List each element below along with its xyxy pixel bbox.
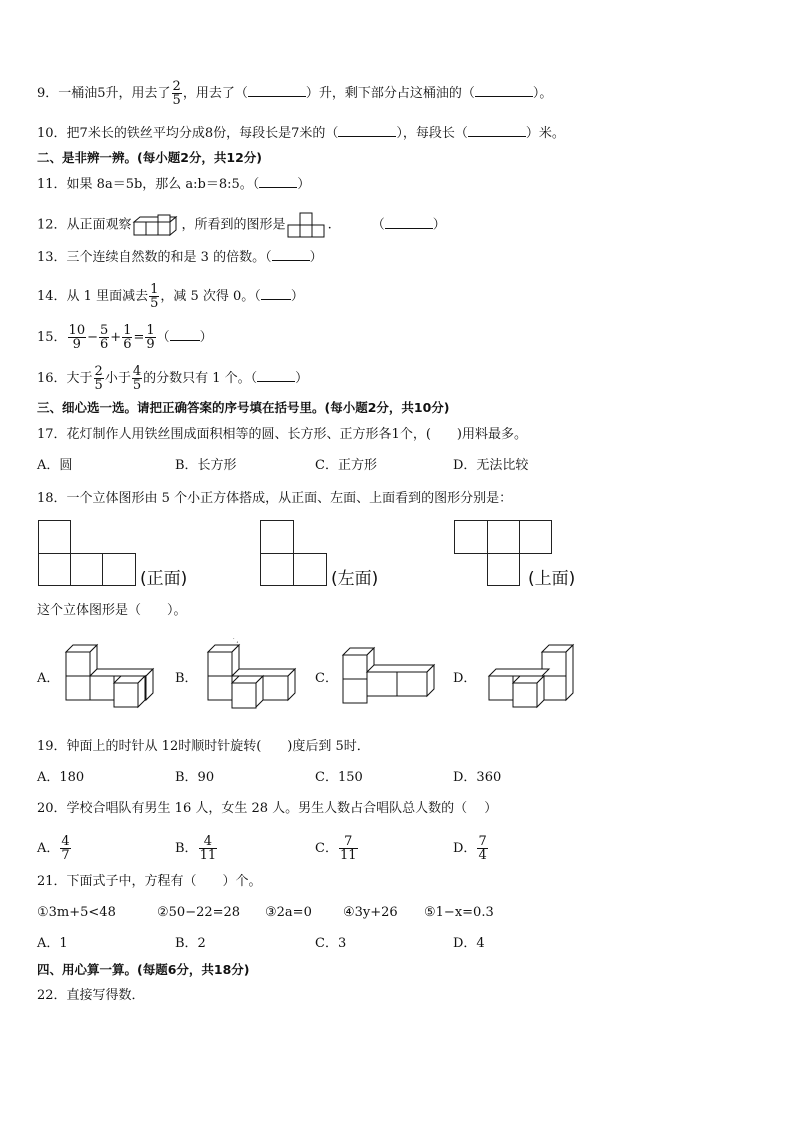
q21-expr-5: ⑤1−x=0.3: [424, 905, 494, 920]
answer-blank[interactable]: [338, 124, 396, 137]
answer-blank[interactable]: [170, 328, 200, 341]
fraction: $\frac{2}{5}$: [172, 79, 181, 108]
q18-option-a[interactable]: A．: [37, 671, 60, 686]
answer-blank[interactable]: [468, 124, 526, 137]
q21-option-d[interactable]: D．4: [453, 936, 485, 951]
question-16: 16．大于 $\frac{2}{5}$ 小于 $\frac{4}{5}$ 的分数只有 1 个。（ ）: [37, 364, 309, 393]
solid-figure-icon: [132, 214, 182, 236]
section-4-heading: 四、用心算一算。(每题6分，共18分): [37, 962, 250, 977]
question-22: 22．直接写得数．: [37, 988, 145, 1003]
q21-option-b[interactable]: B．2: [175, 936, 206, 951]
question-11: 11．如果 8a＝5b，那么 a:b＝8:5。（ ）: [37, 177, 311, 192]
fraction: $\frac{1}{5}$: [150, 282, 159, 311]
q17-option-a[interactable]: A．圆: [37, 458, 73, 473]
question-14: 14．从 1 里面减去 $\frac{1}{5}$ ，减 5 次得 0。（ ）: [37, 282, 304, 311]
answer-blank[interactable]: [385, 216, 433, 229]
answer-blank[interactable]: [248, 84, 306, 97]
q21-option-c[interactable]: C．3: [315, 936, 347, 951]
answer-blank[interactable]: [259, 175, 297, 188]
option-d-cubes-icon: [487, 642, 577, 714]
question-13: 13．三个连续自然数的和是 3 的倍数。（ ）: [37, 250, 323, 265]
q20-option-b[interactable]: B． $\frac{4}{11}$: [175, 834, 217, 863]
question-18: 18．一个立体图形由 5 个小正方体搭成，从正面、左面、上面看到的图形分别是：: [37, 491, 513, 506]
answer-blank[interactable]: [261, 287, 291, 300]
q21-expr-3: ③2a=0: [265, 905, 312, 920]
q18-option-d[interactable]: D．: [453, 671, 477, 686]
question-17: 17．花灯制作人用铁丝围成面积相等的圆、长方形、正方形各1个，( )用料最多。: [37, 427, 527, 442]
q21-expr-1: ①3m+5<48: [37, 905, 116, 920]
top-view-label: (上面): [528, 569, 576, 589]
q21-expr-4: ④3y+26: [343, 905, 398, 920]
question-12: 12．从正面观察 ，所看到的图形是 . （ ）: [37, 212, 446, 238]
answer-blank[interactable]: [272, 248, 310, 261]
q21-option-a[interactable]: A．1: [37, 936, 68, 951]
q21-expr-2: ②50−22=28: [157, 905, 241, 920]
front-view-icon: [286, 212, 328, 238]
q19-option-c[interactable]: C．150: [315, 770, 363, 785]
option-b-cubes-icon: [205, 638, 297, 718]
q20-option-c[interactable]: C． $\frac{7}{11}$: [315, 834, 357, 863]
q17-option-b[interactable]: B．长方形: [175, 458, 237, 473]
section-2-heading: 二、是非辨一辨。(每小题2分，共12分): [37, 150, 263, 165]
question-18-ask: 这个立体图形是（ ）。: [37, 603, 187, 618]
question-21: 21．下面式子中，方程有（ ）个。: [37, 874, 262, 889]
q18-option-c[interactable]: C．: [315, 671, 338, 686]
q19-option-b[interactable]: B．90: [175, 770, 215, 785]
answer-blank[interactable]: [475, 84, 533, 97]
question-20: 20．学校合唱队有男生 16 人，女生 28 人。男生人数占合唱队总人数的（ ）: [37, 801, 498, 816]
option-c-cubes-icon: [340, 646, 436, 712]
q18-option-b[interactable]: B．: [175, 671, 198, 686]
q17-option-c[interactable]: C．正方形: [315, 458, 377, 473]
q19-option-a[interactable]: A．180: [37, 770, 85, 785]
section-3-heading: 三、细心选一选。请把正确答案的序号填在括号里。(每小题2分，共10分): [37, 400, 450, 415]
question-9: 9．一桶油5升，用去了 $\frac{2}{5}$ ，用去了（ ）升，剩下部分占这桶油的（ ）。: [37, 79, 553, 108]
q17-option-d[interactable]: D．无法比较: [453, 458, 529, 473]
left-view-label: (左面): [331, 569, 379, 589]
option-a-cubes-icon: [63, 642, 155, 714]
front-view-label: (正面): [140, 569, 188, 589]
q19-option-d[interactable]: D．360: [453, 770, 502, 785]
q20-option-a[interactable]: A． $\frac{4}{7}$: [37, 834, 70, 863]
question-19: 19．钟面上的时针从 12时顺时针旋转( )度后到 5时．: [37, 739, 370, 754]
svg-text:' ,: ' ,: [233, 638, 239, 644]
question-10: 10．把7米长的铁丝平均分成8份，每段长是7米的（ ），每段长（ ）米。: [37, 126, 565, 141]
answer-blank[interactable]: [257, 369, 295, 382]
q20-option-d[interactable]: D． $\frac{7}{4}$: [453, 834, 487, 863]
question-15: 15． $\frac{10}{9}$ − $\frac{5}{6}$ + $\frac{1}{6}$ = $\frac{1}{9}$ （ ）: [37, 323, 213, 352]
